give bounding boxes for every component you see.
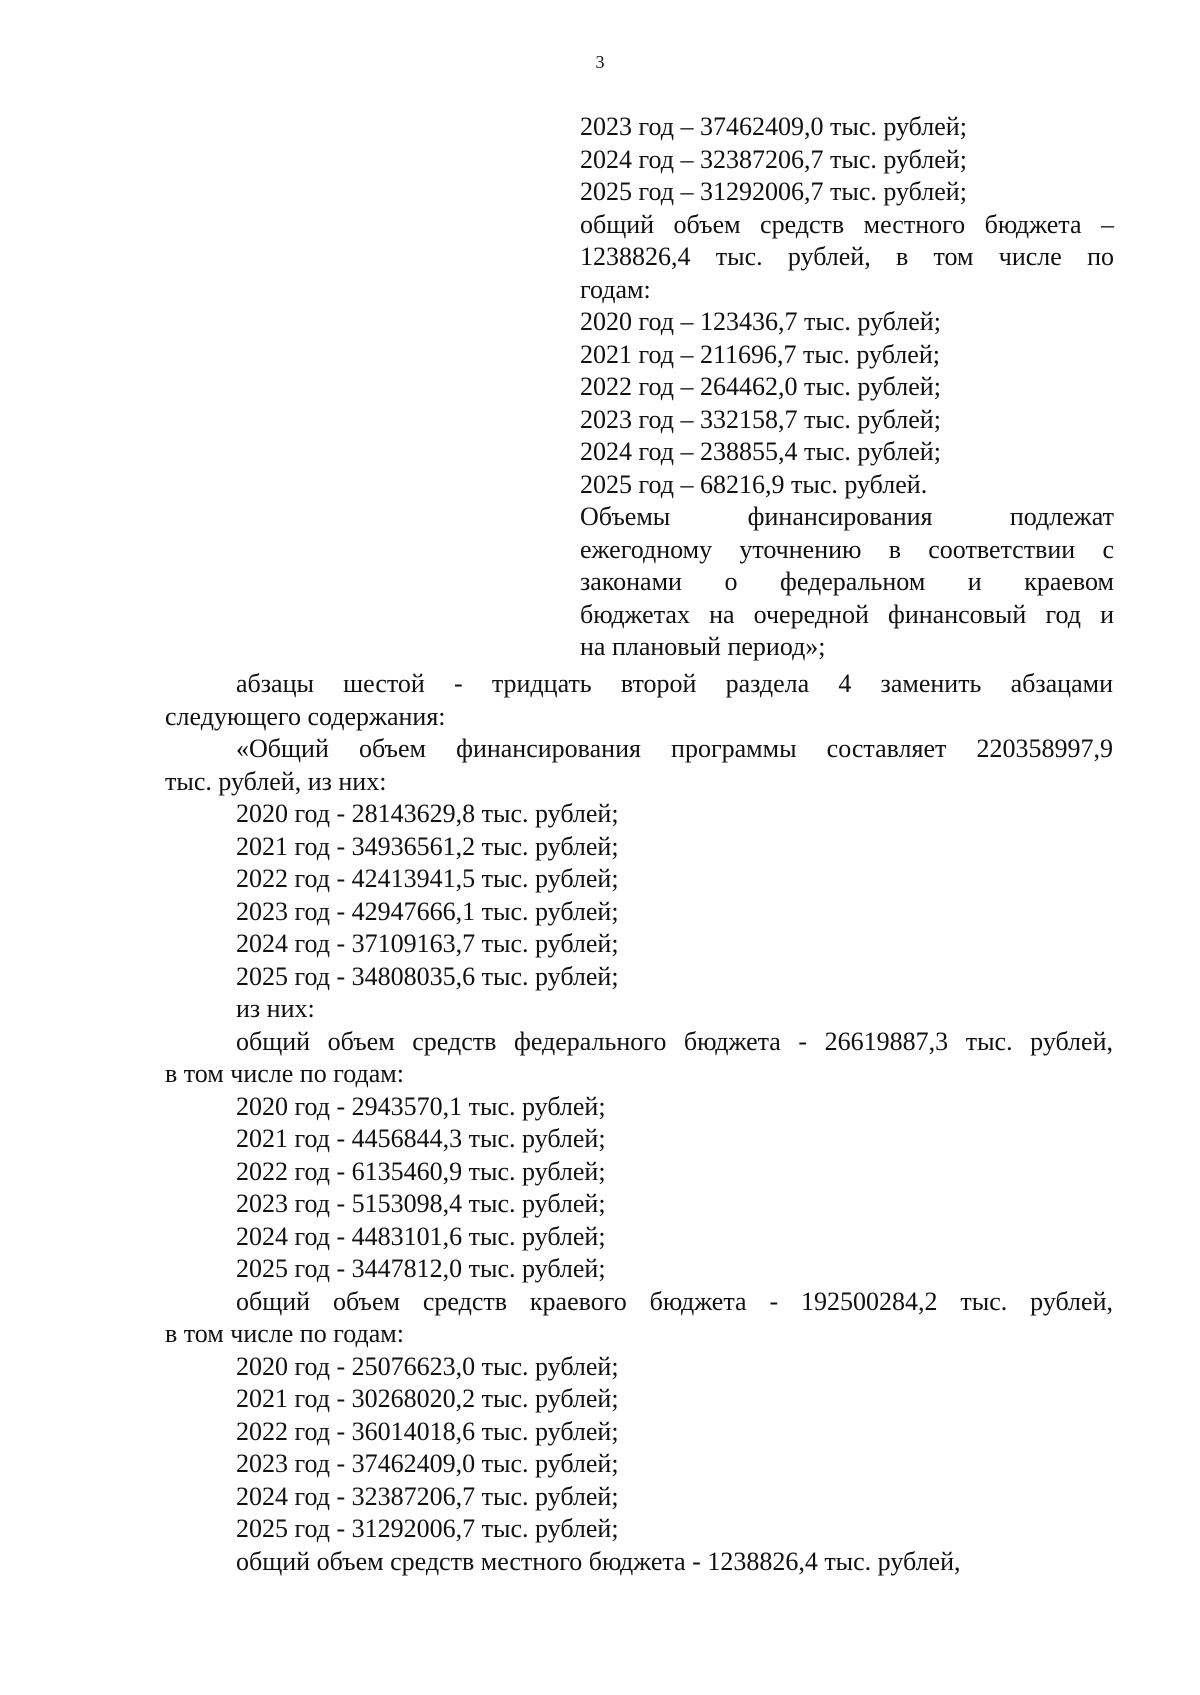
main-text (165, 668, 1113, 1578)
text-line: 2024 год – 32387206,7 тыс. рублей; (580, 144, 967, 174)
text-line: 2024 год - 4483101,6 тыс. рублей; (236, 1221, 606, 1251)
text-line: 2025 год - 31292006,7 тыс. рублей; (236, 1514, 619, 1543)
text-line: 2025 год - 34808035,6 тыс. рублей; (236, 961, 619, 991)
text-line: годам: (580, 274, 651, 304)
text-line: 2021 год - 30268020,2 тыс. рублей; (236, 1384, 619, 1413)
text-line: из них: (236, 994, 315, 1023)
text-line: 2024 год - 37109163,7 тыс. рублей; (236, 929, 619, 958)
text-line: общий объем средств краевого бюджета - 192500284,2 тыс. рублей, (236, 1286, 1113, 1316)
text-line: общий объем средств местного бюджета – (580, 209, 1114, 239)
text-line: тыс. рублей, из них: (165, 766, 387, 796)
text-line: 2024 год - 32387206,7 тыс. рублей; (236, 1481, 619, 1511)
text-line: следующего содержания: (165, 701, 446, 731)
text-line: 1238826,4 тыс. рублей, в том числе по (580, 242, 1114, 271)
text-line: 2024 год – 238855,4 тыс. рублей; (580, 437, 941, 466)
text-line: общий объем средств местного бюджета - 1238826,4 тыс. рублей, (236, 1546, 961, 1576)
text-line: 2020 год - 2943570,1 тыс. рублей; (236, 1091, 606, 1121)
text-line: 2023 год - 5153098,4 тыс. рублей; (236, 1189, 606, 1218)
text-line: абзацы шестой - тридцать второй раздела 4 заменить абзацами (236, 669, 1113, 698)
text-line: в том числе по годам: (165, 1319, 404, 1348)
text-line: 2020 год - 25076623,0 тыс. рублей; (236, 1351, 619, 1381)
text-line: на плановый период»; (580, 632, 826, 661)
text-line: 2023 год – 37462409,0 тыс. рублей; (580, 112, 967, 141)
text-line: 2023 год – 332158,7 тыс. рублей; (580, 404, 941, 434)
text-line: ежегодному уточнению в соответствии с (580, 534, 1114, 564)
text-line: 2021 год - 4456844,3 тыс. рублей; (236, 1124, 606, 1153)
text-line: Объемы финансирования подлежат (580, 502, 1114, 531)
text-line: бюджетах на очередной финансовый год и (580, 599, 1114, 629)
text-line: законами о федеральном и краевом (580, 567, 1114, 596)
text-line: 2022 год - 36014018,6 тыс. рублей; (236, 1416, 619, 1446)
text-line: 2025 год - 3447812,0 тыс. рублей; (236, 1254, 606, 1283)
text-line: 2021 год – 211696,7 тыс. рублей; (580, 339, 940, 369)
text-line: 2020 год - 28143629,8 тыс. рублей; (236, 799, 619, 828)
text-line: общий объем средств федерального бюджета - 26619887,3 тыс. рублей, (236, 1026, 1113, 1056)
text-line: в том числе по годам: (165, 1059, 404, 1088)
text-line: 2020 год – 123436,7 тыс. рублей; (580, 307, 941, 336)
right-column-text (580, 111, 1114, 664)
text-line: 2021 год - 34936561,2 тыс. рублей; (236, 831, 619, 861)
text-line: 2025 год – 31292006,7 тыс. рублей; (580, 177, 967, 206)
text-line: 2023 год - 42947666,1 тыс. рублей; (236, 896, 619, 926)
text-line: 2025 год – 68216,9 тыс. рублей. (580, 469, 928, 499)
page-number: 3 (595, 52, 605, 72)
text-line: 2022 год - 42413941,5 тыс. рублей; (236, 864, 619, 893)
text-line: «Общий объем финансирования программы составляет 220358997,9 (236, 734, 1113, 763)
text-line: 2023 год - 37462409,0 тыс. рублей; (236, 1449, 619, 1478)
text-line: 2022 год – 264462,0 тыс. рублей; (580, 372, 941, 401)
text-line: 2022 год - 6135460,9 тыс. рублей; (236, 1156, 606, 1186)
